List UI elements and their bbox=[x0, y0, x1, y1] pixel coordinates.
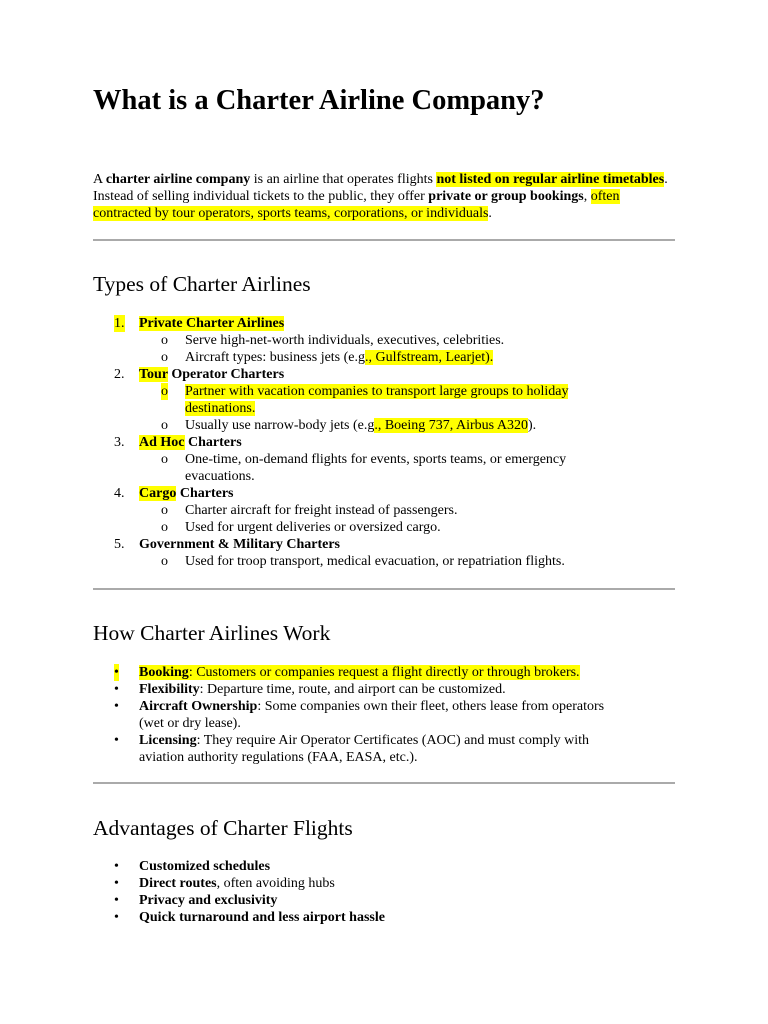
sub-highlight: ., Gulfstream, Learjet). bbox=[365, 350, 494, 365]
bullet-marker: • bbox=[114, 665, 119, 680]
intro-text: . bbox=[488, 206, 492, 221]
item-text: : Departure time, route, and airport can be customized. bbox=[199, 682, 506, 697]
list-item-booking bbox=[139, 664, 580, 681]
intro-term: private or group bookings bbox=[428, 189, 584, 204]
bullet-marker: • bbox=[114, 682, 119, 697]
list-item-flexibility bbox=[139, 681, 506, 698]
intro-text: , bbox=[583, 189, 591, 204]
sub-text: Aircraft types: business jets (e.g bbox=[185, 350, 366, 365]
intro-text: . Instead of selling individual tickets to the public, they offer bbox=[93, 172, 668, 204]
intro-highlight: not listed on regular airline timetables bbox=[436, 172, 665, 187]
section-heading-types: Types of Charter Airlines bbox=[93, 272, 311, 296]
sub-list-item bbox=[185, 383, 568, 400]
list-item-direct-routes bbox=[139, 875, 335, 892]
list-item-private-charter bbox=[139, 315, 284, 332]
list-number: 3. bbox=[114, 435, 125, 450]
sub-bullet-marker: o bbox=[161, 384, 168, 399]
sub-bullet-marker: o bbox=[161, 452, 168, 467]
bullet-marker: • bbox=[114, 859, 119, 874]
sub-text: ). bbox=[527, 418, 537, 433]
intro-term: charter airline company bbox=[105, 172, 251, 187]
sub-list-item bbox=[185, 349, 493, 366]
item-term: Aircraft Ownership bbox=[139, 699, 258, 714]
item-label-highlight: Cargo bbox=[139, 486, 177, 501]
section-heading-advantages: Advantages of Charter Flights bbox=[93, 816, 353, 840]
item-label: Government & Military Charters bbox=[139, 537, 340, 552]
item-term: Booking bbox=[139, 665, 189, 680]
list-item-continued: (wet or dry lease). bbox=[139, 716, 241, 731]
sub-bullet-marker: o bbox=[161, 418, 168, 433]
sub-bullet-marker: o bbox=[161, 333, 168, 348]
list-number: 5. bbox=[114, 537, 125, 552]
sub-list-item: One-time, on-demand flights for events, sports teams, or emergency bbox=[185, 452, 567, 467]
item-label: Charters bbox=[176, 486, 234, 501]
item-term: Flexibility bbox=[139, 682, 200, 697]
list-number: 1. bbox=[114, 316, 125, 331]
list-item-aircraft-ownership bbox=[139, 698, 604, 715]
sub-highlight: Partner with vacation companies to transport large groups to holiday bbox=[185, 384, 569, 399]
sub-list-item bbox=[185, 417, 536, 434]
divider bbox=[93, 239, 675, 241]
list-item-customized-schedules bbox=[139, 858, 270, 875]
divider bbox=[93, 782, 675, 784]
list-item-licensing bbox=[139, 732, 589, 749]
sub-list-item: Used for troop transport, medical evacuation, or repatriation flights. bbox=[185, 554, 565, 569]
sub-highlight: ., Boeing 737, Airbus A320 bbox=[374, 418, 528, 433]
item-term: Customized schedules bbox=[139, 859, 271, 874]
intro-highlight: often contracted by tour operators, sports teams, corporations, or individuals bbox=[93, 189, 620, 221]
sub-bullet-marker: o bbox=[161, 350, 168, 365]
bullet-marker: • bbox=[114, 876, 119, 891]
intro-text: A bbox=[93, 172, 106, 187]
bullet-marker: • bbox=[114, 733, 119, 748]
list-number: 2. bbox=[114, 367, 125, 382]
list-item-ad-hoc bbox=[139, 434, 242, 451]
list-item-cargo bbox=[139, 485, 233, 502]
item-text: , often avoiding hubs bbox=[216, 876, 335, 891]
list-item-continued: aviation authority regulations (FAA, EASA, etc.). bbox=[139, 750, 418, 765]
intro-paragraph bbox=[93, 171, 675, 222]
item-term: Direct routes bbox=[139, 876, 217, 891]
divider bbox=[93, 588, 675, 590]
sub-list-item: Charter aircraft for freight instead of passengers. bbox=[185, 503, 458, 518]
bullet-marker: • bbox=[114, 910, 119, 925]
item-label-highlight: Tour bbox=[139, 367, 168, 382]
item-label: Charters bbox=[184, 435, 242, 450]
sub-list-item: Used for urgent deliveries or oversized cargo. bbox=[185, 520, 441, 535]
sub-highlight: destinations. bbox=[185, 401, 256, 416]
section-heading-how: How Charter Airlines Work bbox=[93, 621, 331, 645]
list-item-tour-operator bbox=[139, 366, 284, 383]
item-term: Quick turnaround and less airport hassle bbox=[139, 910, 385, 925]
page-title: What is a Charter Airline Company? bbox=[93, 85, 545, 116]
sub-list-item: Serve high-net-worth individuals, executives, celebrities. bbox=[185, 333, 505, 348]
sub-bullet-marker: o bbox=[161, 520, 168, 535]
item-term: Privacy and exclusivity bbox=[139, 893, 278, 908]
item-label: Private Charter Airlines bbox=[139, 316, 285, 331]
bullet-marker: • bbox=[114, 699, 119, 714]
list-item-quick-turnaround bbox=[139, 909, 385, 926]
sub-list-item-continued: evacuations. bbox=[185, 469, 255, 484]
intro-text: is an airline that operates flights bbox=[250, 172, 437, 187]
item-term: Licensing bbox=[139, 733, 197, 748]
bullet-marker: • bbox=[114, 893, 119, 908]
sub-bullet-marker: o bbox=[161, 554, 168, 569]
item-label-highlight: Ad Hoc bbox=[139, 435, 185, 450]
list-item-government bbox=[139, 536, 340, 553]
sub-text: Usually use narrow-body jets (e.g bbox=[185, 418, 375, 433]
item-label: Operator Charters bbox=[167, 367, 285, 382]
item-text: : They require Air Operator Certificates (AOC) and must comply with bbox=[196, 733, 589, 748]
list-number: 4. bbox=[114, 486, 125, 501]
sub-bullet-marker: o bbox=[161, 503, 168, 518]
item-text: : Customers or companies request a flight directly or through brokers. bbox=[188, 665, 580, 680]
list-item-privacy bbox=[139, 892, 277, 909]
sub-list-item-continued bbox=[185, 400, 255, 417]
item-text: : Some companies own their fleet, others lease from operators bbox=[257, 699, 605, 714]
